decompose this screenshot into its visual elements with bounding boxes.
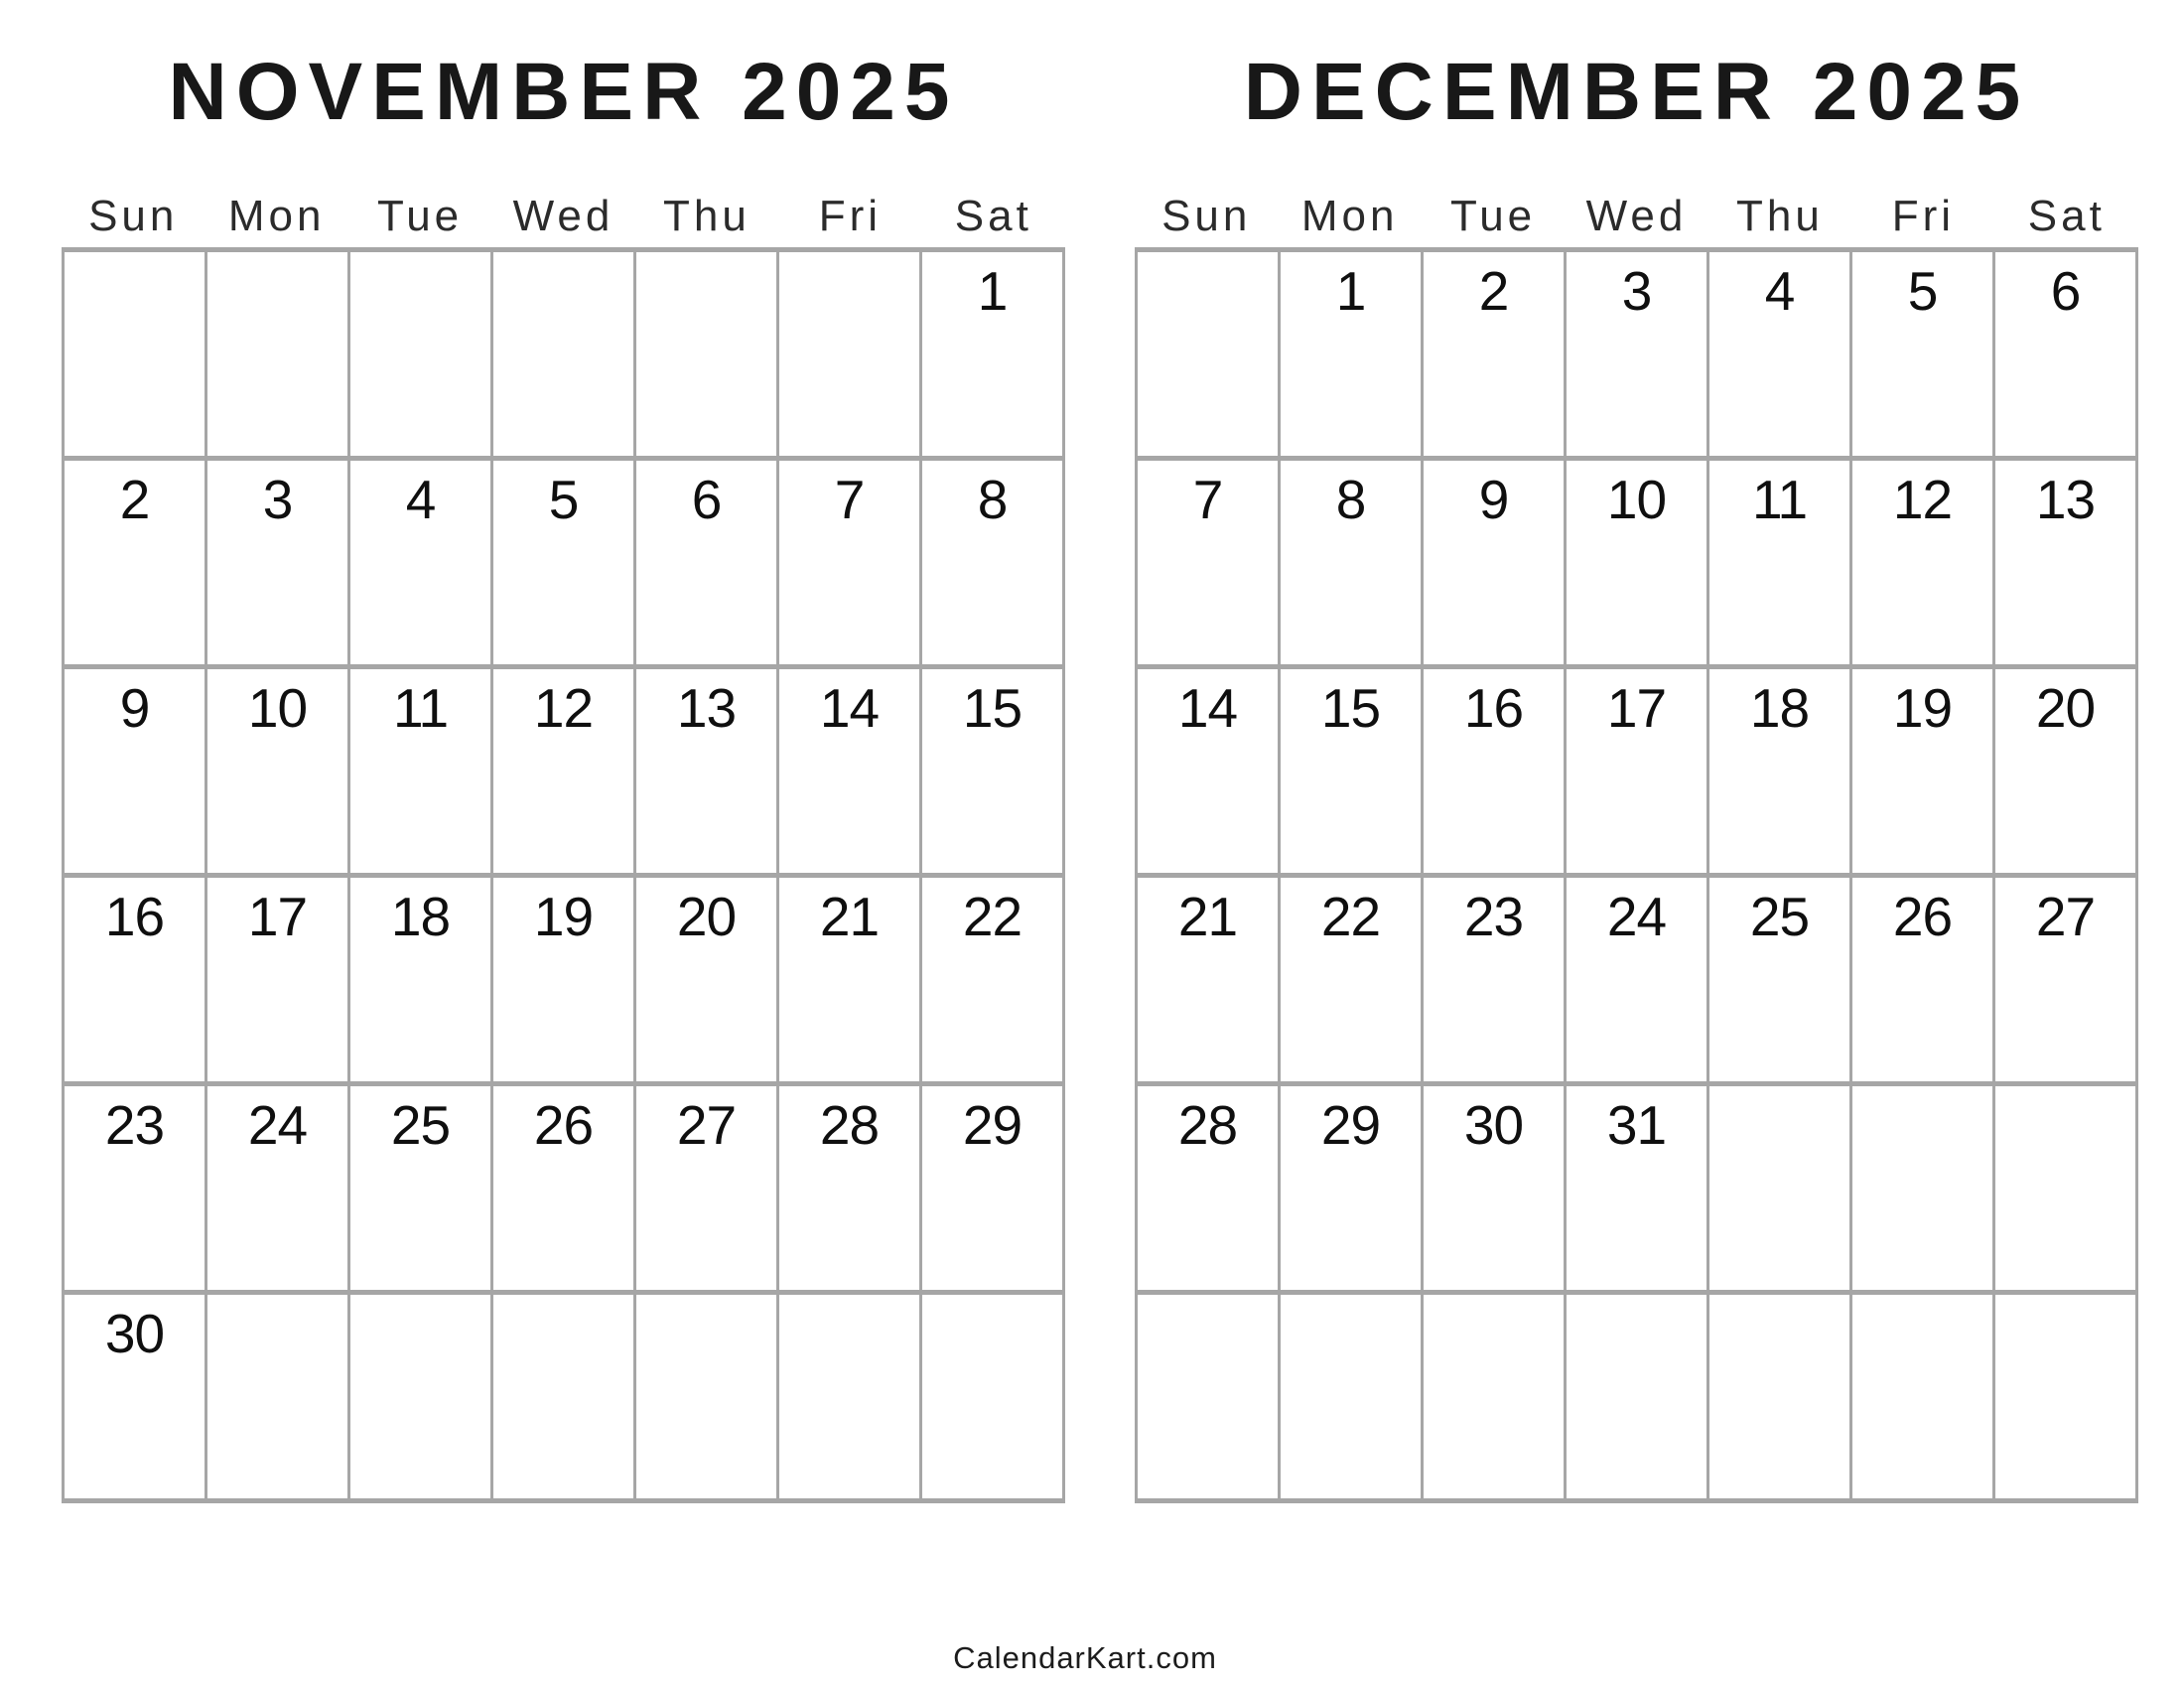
day-cell: 23	[1423, 876, 1566, 1084]
week-row	[1137, 1293, 2137, 1501]
week-row	[1137, 250, 2137, 459]
day-cell	[1423, 1293, 1566, 1501]
day-cell: 21	[778, 876, 921, 1084]
day-cell: 1	[921, 250, 1064, 459]
weekday-label-tue: Tue	[1449, 192, 1537, 241]
weekday-label-sun: Sun	[88, 192, 179, 241]
day-cell	[1851, 1084, 1994, 1293]
day-cell: 30	[1423, 1084, 1566, 1293]
day-cell: 11	[1708, 459, 1851, 667]
day-cell: 11	[349, 667, 492, 876]
day-cell: 19	[492, 876, 635, 1084]
day-cell	[1137, 250, 1280, 459]
day-cell: 29	[921, 1084, 1064, 1293]
day-cell: 26	[1851, 876, 1994, 1084]
footer-watermark: CalendarKart.com	[953, 1640, 1217, 1675]
day-cell: 7	[1137, 459, 1280, 667]
day-cell	[1708, 1084, 1851, 1293]
day-cell: 18	[1708, 667, 1851, 876]
day-cell: 19	[1851, 667, 1994, 876]
weekday-header	[62, 192, 1065, 241]
day-cell: 27	[1994, 876, 2137, 1084]
day-cell: 28	[1137, 1084, 1280, 1293]
day-cell	[64, 250, 206, 459]
day-cell: 16	[64, 876, 206, 1084]
day-cell: 22	[1280, 876, 1423, 1084]
week-row	[64, 1293, 1064, 1501]
weekday-label-wed: Wed	[1585, 192, 1688, 241]
weekday-label-fri: Fri	[818, 192, 882, 241]
day-cell: 24	[206, 1084, 349, 1293]
weekday-label-thu: Thu	[663, 192, 751, 241]
weekday-label-tue: Tue	[376, 192, 464, 241]
day-cell: 13	[1994, 459, 2137, 667]
day-cell: 17	[1566, 667, 1708, 876]
week-row	[64, 459, 1064, 667]
day-cell	[206, 1293, 349, 1501]
day-cell	[206, 250, 349, 459]
day-cell	[349, 1293, 492, 1501]
weekday-label-mon: Mon	[1300, 192, 1399, 241]
day-cell: 14	[778, 667, 921, 876]
month-title: DECEMBER 2025	[1243, 47, 2030, 137]
day-cell: 29	[1280, 1084, 1423, 1293]
day-cell: 5	[1851, 250, 1994, 459]
day-cell	[1280, 1293, 1423, 1501]
day-cell	[492, 250, 635, 459]
day-cell: 12	[492, 667, 635, 876]
day-cell	[778, 1293, 921, 1501]
weekday-label-mon: Mon	[227, 192, 326, 241]
day-cell: 2	[1423, 250, 1566, 459]
week-row	[1137, 459, 2137, 667]
day-cell: 9	[64, 667, 206, 876]
calendar-grid	[1135, 247, 2138, 1503]
day-cell: 13	[635, 667, 778, 876]
week-row	[64, 876, 1064, 1084]
day-cell: 7	[778, 459, 921, 667]
day-cell: 3	[206, 459, 349, 667]
day-cell: 20	[635, 876, 778, 1084]
calendar-grid	[62, 247, 1065, 1503]
weekday-label-sun: Sun	[1161, 192, 1252, 241]
day-cell: 6	[635, 459, 778, 667]
week-row	[1137, 667, 2137, 876]
day-cell	[1137, 1293, 1280, 1501]
day-cell: 30	[64, 1293, 206, 1501]
week-row	[64, 250, 1064, 459]
day-cell: 21	[1137, 876, 1280, 1084]
month-title: NOVEMBER 2025	[168, 47, 959, 137]
day-cell: 4	[1708, 250, 1851, 459]
day-cell: 6	[1994, 250, 2137, 459]
day-cell: 8	[921, 459, 1064, 667]
week-row	[64, 1084, 1064, 1293]
day-cell	[778, 250, 921, 459]
calendar-december	[1135, 0, 2138, 1503]
day-cell: 10	[1566, 459, 1708, 667]
day-cell: 4	[349, 459, 492, 667]
weekday-label-sat: Sat	[954, 192, 1032, 241]
day-cell: 18	[349, 876, 492, 1084]
day-cell	[1566, 1293, 1708, 1501]
day-cell	[1708, 1293, 1851, 1501]
day-cell: 12	[1851, 459, 1994, 667]
day-cell: 9	[1423, 459, 1566, 667]
day-cell: 26	[492, 1084, 635, 1293]
day-cell	[1994, 1084, 2137, 1293]
day-cell	[1851, 1293, 1994, 1501]
day-cell	[921, 1293, 1064, 1501]
weekday-label-thu: Thu	[1736, 192, 1824, 241]
day-cell: 10	[206, 667, 349, 876]
day-cell: 5	[492, 459, 635, 667]
weekday-label-wed: Wed	[512, 192, 614, 241]
week-row	[64, 667, 1064, 876]
day-cell: 25	[1708, 876, 1851, 1084]
week-row	[1137, 1084, 2137, 1293]
weekday-label-fri: Fri	[1891, 192, 1955, 241]
day-cell: 22	[921, 876, 1064, 1084]
calendar-november	[62, 0, 1065, 1503]
day-cell: 3	[1566, 250, 1708, 459]
day-cell: 24	[1566, 876, 1708, 1084]
week-row	[1137, 876, 2137, 1084]
day-cell	[635, 1293, 778, 1501]
day-cell: 31	[1566, 1084, 1708, 1293]
day-cell	[349, 250, 492, 459]
day-cell: 2	[64, 459, 206, 667]
day-cell: 16	[1423, 667, 1566, 876]
day-cell: 17	[206, 876, 349, 1084]
weekday-header	[1135, 192, 2138, 241]
day-cell: 23	[64, 1084, 206, 1293]
day-cell: 15	[921, 667, 1064, 876]
day-cell: 8	[1280, 459, 1423, 667]
day-cell	[492, 1293, 635, 1501]
day-cell: 27	[635, 1084, 778, 1293]
day-cell: 28	[778, 1084, 921, 1293]
day-cell: 25	[349, 1084, 492, 1293]
day-cell	[1994, 1293, 2137, 1501]
day-cell: 1	[1280, 250, 1423, 459]
day-cell: 15	[1280, 667, 1423, 876]
weekday-label-sat: Sat	[2027, 192, 2106, 241]
day-cell: 20	[1994, 667, 2137, 876]
day-cell: 14	[1137, 667, 1280, 876]
day-cell	[635, 250, 778, 459]
